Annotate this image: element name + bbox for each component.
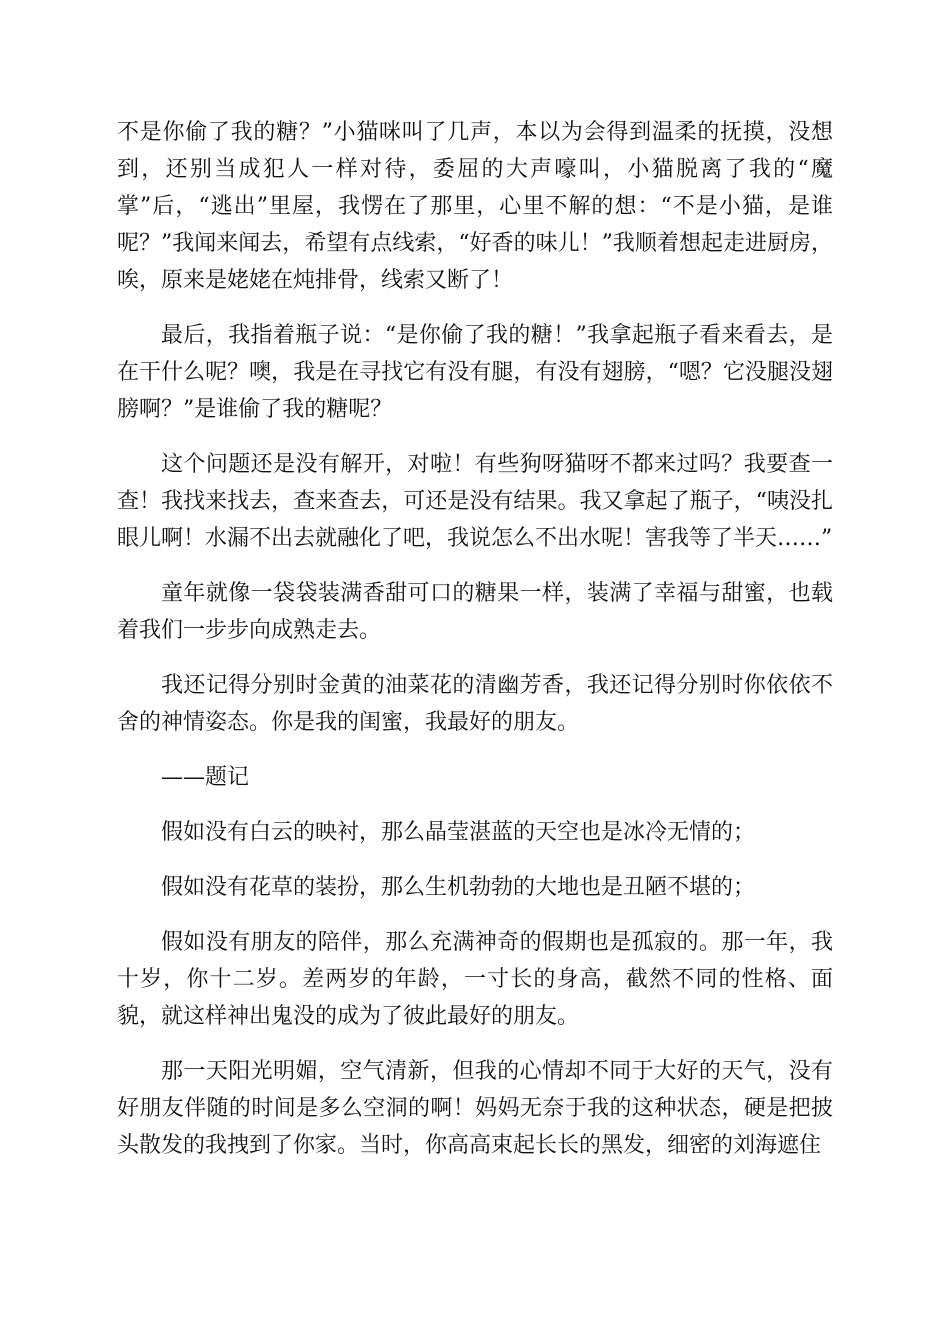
paragraph-9: 假如没有朋友的陪伴，那么充满神奇的假期也是孤寂的。那一年，我十岁，你十二岁。差两岁的年龄，一寸长的身高，截然不同的性格、面貌，就这样神出鬼没的成为了彼此最好的朋友。 xyxy=(117,930,833,1029)
epigraph-attribution: ——题记 xyxy=(161,765,250,790)
paragraph-8: 假如没有花草的装扮，那么生机勃勃的大地也是丑陋不堪的； xyxy=(161,875,756,900)
paragraph-2: 最后，我指着瓶子说：“是你偷了我的糖！”我拿起瓶子看来看去，是在干什么呢？噢，我是在寻找它有没有腿，有没有翅膀，“嗯？它没腿没翅膀啊？”是谁偷了我的糖呢？ xyxy=(117,323,833,422)
paragraph-5: 我还记得分别时金黄的油菜花的清幽芳香，我还记得分别时你依依不舍的神情姿态。你是我的闺蜜，我最好的朋友。 xyxy=(117,673,833,735)
paragraph-10: 那一天阳光明媚，空气清新，但我的心情却不同于大好的天气，没有好朋友伴随的时间是多么空洞的啊！妈妈无奈于我的这种状态，硬是把披头散发的我拽到了你家。当时，你高高束起长长的黑发，细密的刘海遮住 xyxy=(117,1059,833,1158)
paragraph-7: 假如没有白云的映衬，那么晶莹湛蓝的天空也是冰冷无情的； xyxy=(161,820,756,845)
paragraph-1: 不是你偷了我的糖？”小猫咪叫了几声，本以为会得到温柔的抚摸，没想到，还别当成犯人一样对待，委屈的大声嚎叫，小猫脱离了我的“魔掌”后，“逃出”里屋，我愣在了那里，心里不解的想：“不是小猫，是谁呢？”我闻来闻去，希望有点线索，“好香的味儿！”我顺着想起走进厨房，唉，原来是姥姥在炖排骨，线索又断了！ xyxy=(117,120,833,293)
paragraph-4: 童年就像一袋袋装满香甜可口的糖果一样，装满了幸福与甜蜜，也载着我们一步步向成熟走去。 xyxy=(117,581,833,643)
document-body xyxy=(117,114,833,1182)
paragraph-3: 这个问题还是没有解开，对啦！有些狗呀猫呀不都来过吗？我要查一查！我找来找去，查来查去，可还是没有结果。我又拿起了瓶子，“咦没扎眼儿啊！水漏不出去就融化了吧，我说怎么不出水呢！害我等了半天……” xyxy=(117,452,833,551)
